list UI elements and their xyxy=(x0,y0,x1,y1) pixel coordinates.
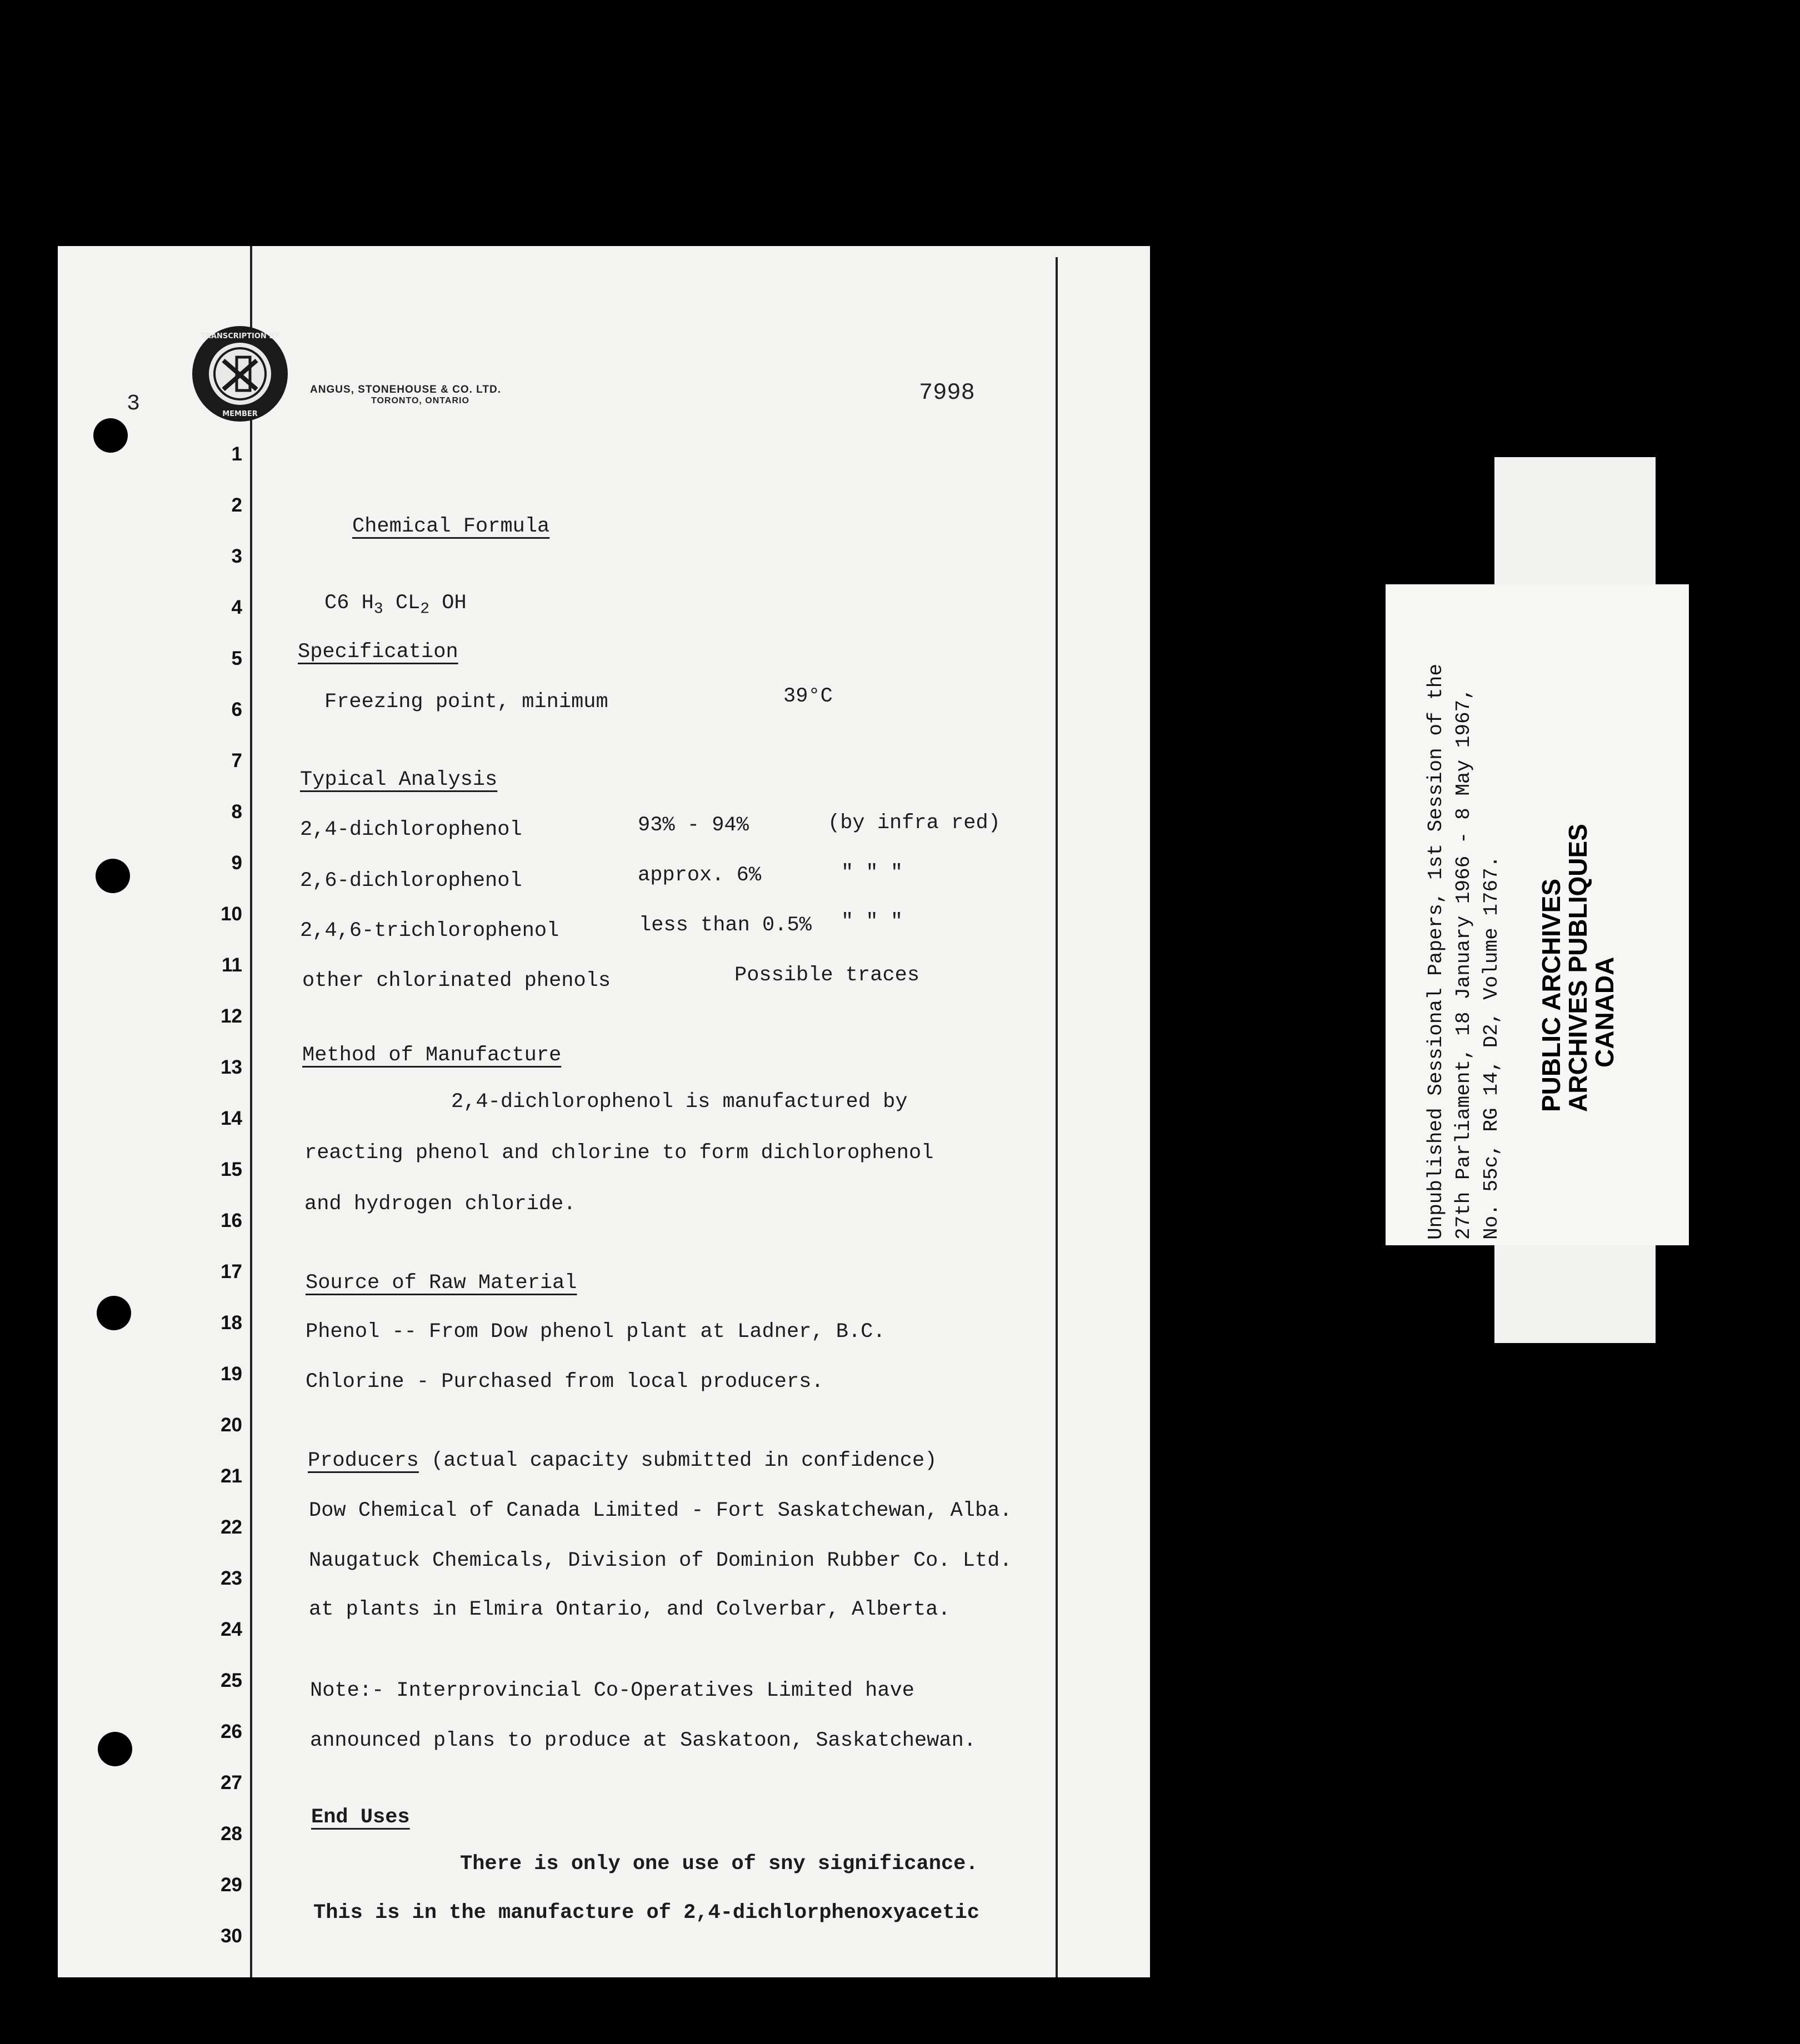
producer-line: Dow Chemical of Canada Limited - Fort Saskatchewan, Alba. xyxy=(309,1499,1012,1522)
producers-heading: Producers xyxy=(308,1449,419,1472)
method-line: 2,4-dichlorophenol is manufactured by xyxy=(451,1090,908,1114)
svg-text:MEMBER: MEMBER xyxy=(222,410,258,418)
freezing-point-label: Freezing point, minimum xyxy=(324,690,608,714)
freezing-point-value: 39°C xyxy=(783,685,833,708)
chemical-formula-heading: Chemical Formula xyxy=(352,515,550,538)
line-number: 18 xyxy=(221,1312,242,1334)
line-number: 4 xyxy=(231,597,242,618)
note-line: Note:- Interprovincial Co-Operatives Limited have xyxy=(310,1679,914,1702)
producers-note: (actual capacity submitted in confidence) xyxy=(431,1449,937,1472)
method-line: reacting phenol and chlorine to form dichlorophenol xyxy=(304,1141,934,1165)
source-heading: Source of Raw Material xyxy=(306,1271,577,1295)
binder-hole xyxy=(97,1296,131,1330)
line-number: 5 xyxy=(231,648,242,669)
archive-citation-line: 27th Parliament, 18 January 1966 - 8 May 1967, xyxy=(1452,688,1475,1240)
chemical-formula: C6 $H_3$ $CL_2$ OH xyxy=(324,592,467,618)
margin-rule xyxy=(250,246,252,1977)
analysis-value: less than 0.5% xyxy=(639,914,812,937)
analysis-method: " " " xyxy=(841,910,903,934)
line-number: 6 xyxy=(231,699,242,720)
source-line: Chlorine - Purchased from local producers. xyxy=(306,1370,824,1394)
transcription-seal-logo xyxy=(190,324,290,424)
line-number: 12 xyxy=(221,1005,242,1027)
line-number: 16 xyxy=(221,1210,242,1231)
line-number: 17 xyxy=(221,1261,242,1282)
line-number: 14 xyxy=(221,1108,242,1129)
line-number: 21 xyxy=(221,1465,242,1487)
analysis-value: 93% - 94% xyxy=(638,814,749,837)
line-number: 3 xyxy=(231,545,242,567)
note-line: announced plans to produce at Saskatoon, Saskatchewan. xyxy=(310,1729,976,1752)
line-number: 25 xyxy=(221,1670,242,1691)
line-number: 9 xyxy=(231,852,242,874)
binder-hole xyxy=(93,418,128,453)
line-number: 8 xyxy=(231,801,242,823)
source-line: Phenol -- From Dow phenol plant at Ladner, B.C. xyxy=(306,1320,886,1344)
margin-mark: 3 xyxy=(127,392,141,417)
line-number: 29 xyxy=(221,1874,242,1896)
archive-stamp-line: CANADA xyxy=(1590,956,1619,1068)
line-number: 20 xyxy=(221,1414,242,1436)
analysis-method: (by infra red) xyxy=(828,811,1001,835)
archive-stamp-line: ARCHIVES PUBLIQUES xyxy=(1563,824,1592,1112)
svg-text:TRANSCRIPTION BY: TRANSCRIPTION BY xyxy=(201,332,279,340)
line-number: 30 xyxy=(221,1925,242,1947)
end-uses-heading: End Uses xyxy=(311,1806,410,1829)
typical-analysis-heading: Typical Analysis xyxy=(300,768,498,791)
line-number: 1 xyxy=(231,443,242,465)
line-number: 11 xyxy=(222,954,242,976)
analysis-compound: 2,4,6-trichlorophenol xyxy=(300,919,559,943)
method-heading: Method of Manufacture xyxy=(302,1044,562,1067)
line-number: 2 xyxy=(231,494,242,516)
method-line: and hydrogen chloride. xyxy=(304,1193,576,1216)
analysis-compound: other chlorinated phenols xyxy=(302,969,611,993)
right-margin-rule xyxy=(1056,257,1058,1977)
line-number: 28 xyxy=(221,1823,242,1845)
company-header xyxy=(310,384,501,406)
archive-citation-line: No. 55c, RG 14, D2, Volume 1767. xyxy=(1480,855,1503,1240)
analysis-value: Possible traces xyxy=(734,964,920,987)
line-number: 13 xyxy=(221,1056,242,1078)
line-number: 15 xyxy=(221,1159,242,1180)
line-number: 26 xyxy=(221,1721,242,1742)
analysis-compound: 2,6-dichlorophenol xyxy=(300,869,522,893)
archive-citation-line: Unpublished Sessional Papers, 1st Session of the xyxy=(1424,664,1447,1240)
line-number: 19 xyxy=(221,1363,242,1385)
page-number: 7998 xyxy=(919,379,975,406)
analysis-method: " " " xyxy=(841,861,903,885)
producer-line: Naugatuck Chemicals, Division of Dominion Rubber Co. Ltd. xyxy=(309,1549,1012,1572)
end-uses-line: There is only one use of sny significance. xyxy=(460,1852,978,1876)
archive-label-text xyxy=(1422,579,1618,1240)
archive-stamp-line: PUBLIC ARCHIVES xyxy=(1537,879,1566,1112)
binder-hole xyxy=(98,1732,132,1766)
specification-heading: Specification xyxy=(298,640,458,664)
analysis-compound: 2,4-dichlorophenol xyxy=(300,818,522,841)
line-number: 7 xyxy=(231,750,242,771)
line-number: 10 xyxy=(221,903,242,925)
producer-line: at plants in Elmira Ontario, and Colverbar, Alberta. xyxy=(309,1598,951,1621)
line-number: 24 xyxy=(221,1619,242,1640)
producers-line xyxy=(308,1449,937,1472)
company-city: TORONTO, ONTARIO xyxy=(371,396,469,405)
document-page xyxy=(58,246,1150,1977)
company-name: ANGUS, STONEHOUSE & CO. LTD. xyxy=(310,384,501,395)
end-uses-line: This is in the manufacture of 2,4-dichlorphenoxyacetic xyxy=(313,1901,979,1925)
line-number: 27 xyxy=(221,1772,242,1793)
binder-hole xyxy=(96,859,130,893)
line-number: 22 xyxy=(221,1516,242,1538)
analysis-value: approx. 6% xyxy=(638,864,762,887)
line-number: 23 xyxy=(221,1567,242,1589)
